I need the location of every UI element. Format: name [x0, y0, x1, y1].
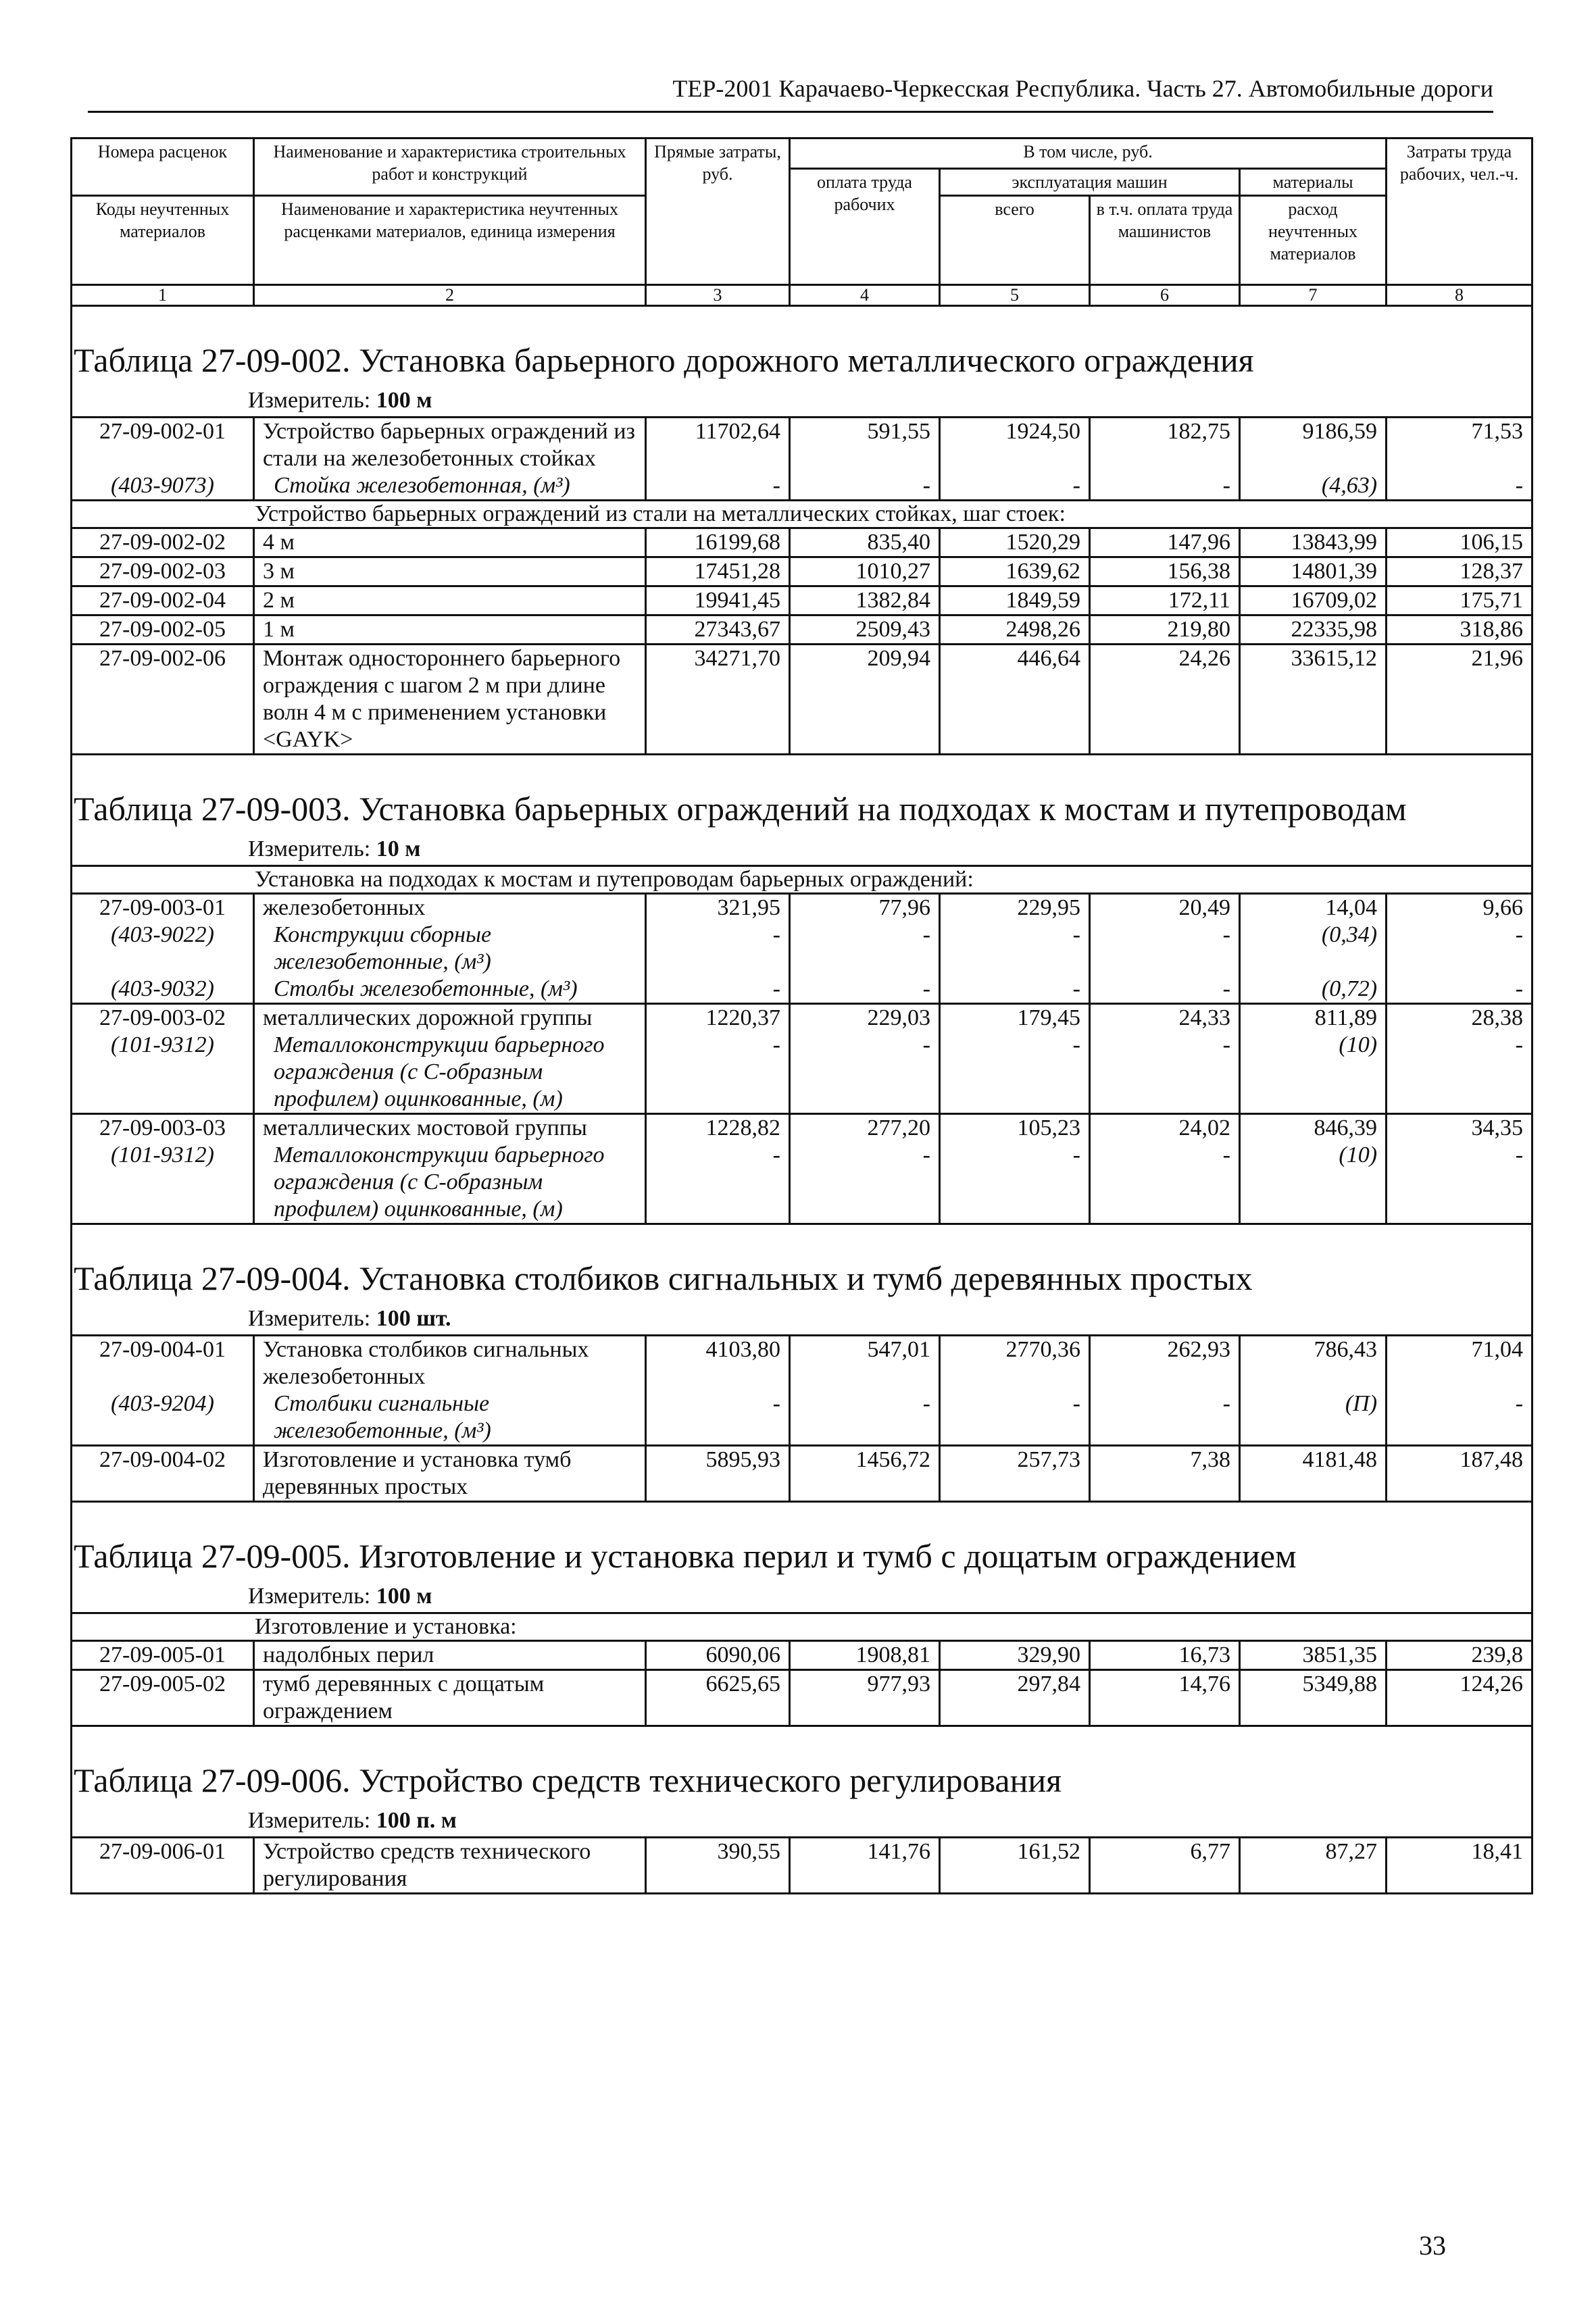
value-col-3: 6090,06: [646, 1641, 790, 1670]
rate-name: железобетонных: [254, 894, 646, 922]
unit-value: 100 п. м: [376, 1808, 457, 1833]
value-col-4: -: [790, 922, 940, 976]
value-col-5: -: [940, 976, 1090, 1004]
unit-row: [72, 836, 1532, 866]
rate-row: [72, 1641, 1532, 1670]
rate-code: 27-09-006-01: [72, 1838, 254, 1894]
value-col-4: -: [790, 1142, 940, 1224]
material-row: [72, 1390, 1532, 1446]
rate-name: Изготовление и установка тумб деревянных простых: [254, 1446, 646, 1502]
value-col-4: 591,55: [790, 418, 940, 473]
value-col-5: -: [940, 1390, 1090, 1446]
header-col7: расход неучтенных материалов: [1240, 196, 1387, 285]
column-number: 4: [790, 285, 940, 306]
value-col-7: 14801,39: [1240, 557, 1387, 586]
header-col1-bottom: Коды неучтенных материалов: [72, 196, 254, 285]
value-col-4: 2509,43: [790, 615, 940, 645]
value-col-8: 18,41: [1387, 1838, 1532, 1894]
header-col6: в т.ч. оплата труда машинистов: [1090, 196, 1240, 285]
value-col-4: 1382,84: [790, 586, 940, 615]
header-materials: материалы: [1240, 169, 1387, 196]
table-title: Таблица 27-09-002. Установка барьерного дорожного металлического ограждения: [72, 306, 1532, 388]
value-col-5: 1520,29: [940, 528, 1090, 557]
value-col-5: 329,90: [940, 1641, 1090, 1670]
value-col-5: 257,73: [940, 1446, 1090, 1502]
header-incl: В том числе, руб.: [790, 139, 1387, 169]
value-col-6: 172,11: [1090, 586, 1240, 615]
value-col-5: -: [940, 1032, 1090, 1114]
rate-row: [72, 557, 1532, 586]
value-col-4: 77,96: [790, 894, 940, 922]
value-col-7: 9186,59: [1240, 418, 1387, 473]
value-col-3: 390,55: [646, 1838, 790, 1894]
table-title: Таблица 27-09-004. Установка столбиков сигнальных и тумб деревянных простых: [72, 1224, 1532, 1307]
header-col2-bottom: Наименование и характеристика неучтенных расценками материалов, единица измерения: [254, 196, 646, 285]
group-heading-row: [72, 501, 1532, 528]
unit-row: [72, 1584, 1532, 1613]
value-col-5: -: [940, 472, 1090, 501]
material-name: Столбики сигнальные железобетонные, (м³): [254, 1390, 646, 1446]
column-number: 7: [1240, 285, 1387, 306]
value-col-7: (4,63): [1240, 472, 1387, 501]
value-col-4: -: [790, 1390, 940, 1446]
column-number: 2: [254, 285, 646, 306]
material-code: (403-9032): [72, 976, 254, 1004]
table-title-row: [72, 306, 1532, 388]
value-col-4: 547,01: [790, 1336, 940, 1391]
value-col-6: 24,33: [1090, 1004, 1240, 1032]
value-col-7: (0,34): [1240, 922, 1387, 976]
rates-table: [70, 137, 1533, 1894]
value-col-7: 846,39: [1240, 1114, 1387, 1142]
value-col-8: 187,48: [1387, 1446, 1532, 1502]
value-col-7: (П): [1240, 1390, 1387, 1446]
value-col-6: 16,73: [1090, 1641, 1240, 1670]
page-number: 33: [1419, 2230, 1446, 2261]
value-col-3: 11702,64: [646, 418, 790, 473]
value-col-6: -: [1090, 1142, 1240, 1224]
value-col-3: 1228,82: [646, 1114, 790, 1142]
value-col-6: -: [1090, 1032, 1240, 1114]
value-col-6: 24,26: [1090, 645, 1240, 755]
value-col-8: 28,38: [1387, 1004, 1532, 1032]
value-col-6: -: [1090, 922, 1240, 976]
value-col-6: 14,76: [1090, 1670, 1240, 1726]
rate-row: [72, 1004, 1532, 1032]
group-heading: Изготовление и установка:: [72, 1613, 1532, 1641]
rate-row: [72, 1838, 1532, 1894]
value-col-4: 229,03: [790, 1004, 940, 1032]
material-code: (101-9312): [72, 1142, 254, 1224]
value-col-7: 14,04: [1240, 894, 1387, 922]
group-heading: Установка на подходах к мостам и путепроводам барьерных ограждений:: [72, 866, 1532, 894]
rate-code: 27-09-002-03: [72, 557, 254, 586]
value-col-6: -: [1090, 976, 1240, 1004]
value-col-4: 1908,81: [790, 1641, 940, 1670]
group-heading: Устройство барьерных ограждений из стали на металлических стойках, шаг стоек:: [72, 501, 1532, 528]
value-col-8: 71,53: [1387, 418, 1532, 473]
rate-row: [72, 615, 1532, 645]
value-col-8: 239,8: [1387, 1641, 1532, 1670]
unit-label: Измеритель:: [248, 1306, 371, 1331]
value-col-3: 1220,37: [646, 1004, 790, 1032]
value-col-8: -: [1387, 1142, 1532, 1224]
unit-row: [72, 1306, 1532, 1336]
value-col-3: 321,95: [646, 894, 790, 922]
rate-row: [72, 586, 1532, 615]
value-col-8: 175,71: [1387, 586, 1532, 615]
rate-code: 27-09-002-06: [72, 645, 254, 755]
value-col-7: 5349,88: [1240, 1670, 1387, 1726]
value-col-6: 147,96: [1090, 528, 1240, 557]
column-number: 8: [1387, 285, 1532, 306]
value-col-3: 6625,65: [646, 1670, 790, 1726]
value-col-6: 6,77: [1090, 1838, 1240, 1894]
value-col-4: -: [790, 1032, 940, 1114]
unit-label: Измеритель:: [248, 836, 371, 861]
unit-label: Измеритель:: [248, 1808, 371, 1833]
table-title-row: [72, 755, 1532, 837]
value-col-5: 1849,59: [940, 586, 1090, 615]
value-col-6: 24,02: [1090, 1114, 1240, 1142]
rate-row: [72, 1336, 1532, 1391]
value-col-3: -: [646, 1032, 790, 1114]
rate-name: надолбных перил: [254, 1641, 646, 1670]
value-col-7: 3851,35: [1240, 1641, 1387, 1670]
material-name: Конструкции сборные железобетонные, (м³): [254, 922, 646, 976]
value-col-7: 786,43: [1240, 1336, 1387, 1391]
value-col-8: 34,35: [1387, 1114, 1532, 1142]
rate-name: тумб деревянных с дощатым ограждением: [254, 1670, 646, 1726]
value-col-5: 446,64: [940, 645, 1090, 755]
rate-code: 27-09-005-02: [72, 1670, 254, 1726]
value-col-5: 229,95: [940, 894, 1090, 922]
value-col-4: 1456,72: [790, 1446, 940, 1502]
value-col-8: 21,96: [1387, 645, 1532, 755]
table-title: Таблица 27-09-006. Устройство средств технического регулирования: [72, 1726, 1532, 1809]
value-col-8: 71,04: [1387, 1336, 1532, 1391]
value-col-6: 262,93: [1090, 1336, 1240, 1391]
unit-cell: [72, 1584, 1532, 1613]
rate-code: 27-09-002-01: [72, 418, 254, 473]
rate-row: [72, 528, 1532, 557]
header-machines: эксплуатация машин: [940, 169, 1240, 196]
value-col-7: 4181,48: [1240, 1446, 1387, 1502]
value-col-6: 20,49: [1090, 894, 1240, 922]
value-col-7: 22335,98: [1240, 615, 1387, 645]
value-col-5: 297,84: [940, 1670, 1090, 1726]
value-col-8: 106,15: [1387, 528, 1532, 557]
material-name: Металлоконструкции барьерного ограждения (с С-образным профилем) оцинкованные, (м): [254, 1032, 646, 1114]
value-col-7: 811,89: [1240, 1004, 1387, 1032]
value-col-3: 27343,67: [646, 615, 790, 645]
rate-name: Устройство средств технического регулирования: [254, 1838, 646, 1894]
unit-row: [72, 388, 1532, 418]
value-col-6: 7,38: [1090, 1446, 1240, 1502]
value-col-8: -: [1387, 976, 1532, 1004]
rate-name: металлических мостовой группы: [254, 1114, 646, 1142]
value-col-3: 17451,28: [646, 557, 790, 586]
rate-row: [72, 1446, 1532, 1502]
unit-cell: [72, 388, 1532, 418]
unit-cell: [72, 836, 1532, 866]
material-code: (101-9312): [72, 1032, 254, 1114]
value-col-5: 1924,50: [940, 418, 1090, 473]
rate-code: 27-09-003-02: [72, 1004, 254, 1032]
rate-name: Монтаж одностороннего барьерного ограждения с шагом 2 м при длине волн 4 м с применением установки <GAYK>: [254, 645, 646, 755]
table-title: Таблица 27-09-005. Изготовление и установка перил и тумб с дощатым ограждением: [72, 1502, 1532, 1584]
unit-value: 100 м: [376, 1584, 432, 1609]
value-col-3: 34271,70: [646, 645, 790, 755]
value-col-7: (10): [1240, 1032, 1387, 1114]
material-row: [72, 922, 1532, 976]
value-col-3: -: [646, 976, 790, 1004]
material-code: (403-9022): [72, 922, 254, 976]
unit-value: 100 шт.: [376, 1306, 451, 1331]
material-row: [72, 976, 1532, 1004]
rate-name: 1 м: [254, 615, 646, 645]
value-col-3: 19941,45: [646, 586, 790, 615]
rate-row: [72, 645, 1532, 755]
rate-code: 27-09-002-05: [72, 615, 254, 645]
value-col-6: 219,80: [1090, 615, 1240, 645]
value-col-6: 156,38: [1090, 557, 1240, 586]
value-col-7: (0,72): [1240, 976, 1387, 1004]
value-col-7: 33615,12: [1240, 645, 1387, 755]
rate-row: [72, 894, 1532, 922]
table-title: Таблица 27-09-003. Установка барьерных ограждений на подходах к мостам и путепроводам: [72, 755, 1532, 837]
rate-code: 27-09-004-01: [72, 1336, 254, 1391]
column-number: 6: [1090, 285, 1240, 306]
value-col-4: 209,94: [790, 645, 940, 755]
header-col1-top: Номера расценок: [72, 139, 254, 196]
value-col-4: -: [790, 472, 940, 501]
value-col-7: 13843,99: [1240, 528, 1387, 557]
unit-label: Измеритель:: [248, 388, 371, 413]
rate-code: 27-09-002-04: [72, 586, 254, 615]
value-col-7: 16709,02: [1240, 586, 1387, 615]
value-col-8: -: [1387, 472, 1532, 501]
value-col-8: 318,86: [1387, 615, 1532, 645]
value-col-3: 5895,93: [646, 1446, 790, 1502]
rate-name: металлических дорожной группы: [254, 1004, 646, 1032]
header-col8: Затраты труда рабочих, чел.-ч.: [1387, 139, 1532, 285]
value-col-3: -: [646, 472, 790, 501]
value-col-5: 179,45: [940, 1004, 1090, 1032]
material-name: Металлоконструкции барьерного ограждения (с С-образным профилем) оцинкованные, (м): [254, 1142, 646, 1224]
value-col-6: 182,75: [1090, 418, 1240, 473]
material-row: [72, 472, 1532, 501]
rate-name: Установка столбиков сигнальных железобетонных: [254, 1336, 646, 1391]
column-number: 3: [646, 285, 790, 306]
unit-value: 10 м: [376, 836, 421, 861]
material-name: Столбы железобетонные, (м³): [254, 976, 646, 1004]
running-head: ТЕР-2001 Карачаево-Черкесская Республика. Часть 27. Автомобильные дороги: [88, 73, 1493, 113]
value-col-4: -: [790, 976, 940, 1004]
rate-code: 27-09-003-01: [72, 894, 254, 922]
value-col-7: (10): [1240, 1142, 1387, 1224]
value-col-4: 277,20: [790, 1114, 940, 1142]
unit-cell: [72, 1306, 1532, 1336]
value-col-4: 835,40: [790, 528, 940, 557]
rate-code: 27-09-005-01: [72, 1641, 254, 1670]
value-col-8: -: [1387, 1032, 1532, 1114]
value-col-5: 2770,36: [940, 1336, 1090, 1391]
header-col4: оплата труда рабочих: [790, 169, 940, 285]
value-col-8: 128,37: [1387, 557, 1532, 586]
table-title-row: [72, 1502, 1532, 1584]
value-col-3: -: [646, 1142, 790, 1224]
value-col-8: 124,26: [1387, 1670, 1532, 1726]
unit-cell: [72, 1808, 1532, 1838]
rate-code: 27-09-004-02: [72, 1446, 254, 1502]
unit-row: [72, 1808, 1532, 1838]
group-heading-row: [72, 866, 1532, 894]
value-col-3: 4103,80: [646, 1336, 790, 1391]
material-row: [72, 1032, 1532, 1114]
rate-row: [72, 418, 1532, 473]
rate-name: 3 м: [254, 557, 646, 586]
column-number: 1: [72, 285, 254, 306]
unit-value: 100 м: [376, 388, 432, 413]
value-col-3: 16199,68: [646, 528, 790, 557]
value-col-4: 1010,27: [790, 557, 940, 586]
value-col-7: 87,27: [1240, 1838, 1387, 1894]
value-col-5: 2498,26: [940, 615, 1090, 645]
value-col-5: -: [940, 922, 1090, 976]
rate-code: 27-09-002-02: [72, 528, 254, 557]
value-col-8: -: [1387, 922, 1532, 976]
table-title-row: [72, 1726, 1532, 1809]
rate-name: Устройство барьерных ограждений из стали на железобетонных стойках: [254, 418, 646, 473]
value-col-4: 141,76: [790, 1838, 940, 1894]
material-row: [72, 1142, 1532, 1224]
value-col-5: 105,23: [940, 1114, 1090, 1142]
value-col-3: -: [646, 1390, 790, 1446]
header-col3: Прямые затраты, руб.: [646, 139, 790, 285]
value-col-3: -: [646, 922, 790, 976]
rate-row: [72, 1114, 1532, 1142]
value-col-5: 161,52: [940, 1838, 1090, 1894]
value-col-5: 1639,62: [940, 557, 1090, 586]
column-number: 5: [940, 285, 1090, 306]
material-code: (403-9073): [72, 472, 254, 501]
material-name: Стойка железобетонная, (м³): [254, 472, 646, 501]
value-col-6: -: [1090, 1390, 1240, 1446]
column-numbers-row: [72, 285, 1532, 306]
header-col2-top: Наименование и характеристика строительных работ и конструкций: [254, 139, 646, 196]
value-col-8: 9,66: [1387, 894, 1532, 922]
value-col-4: 977,93: [790, 1670, 940, 1726]
value-col-5: -: [940, 1142, 1090, 1224]
rate-name: 2 м: [254, 586, 646, 615]
group-heading-row: [72, 1613, 1532, 1641]
unit-label: Измеритель:: [248, 1584, 371, 1609]
rate-code: 27-09-003-03: [72, 1114, 254, 1142]
value-col-6: -: [1090, 472, 1240, 501]
header-col5: всего: [940, 196, 1090, 285]
material-code: (403-9204): [72, 1390, 254, 1446]
rate-row: [72, 1670, 1532, 1726]
rate-name: 4 м: [254, 528, 646, 557]
value-col-8: -: [1387, 1390, 1532, 1446]
table-title-row: [72, 1224, 1532, 1307]
